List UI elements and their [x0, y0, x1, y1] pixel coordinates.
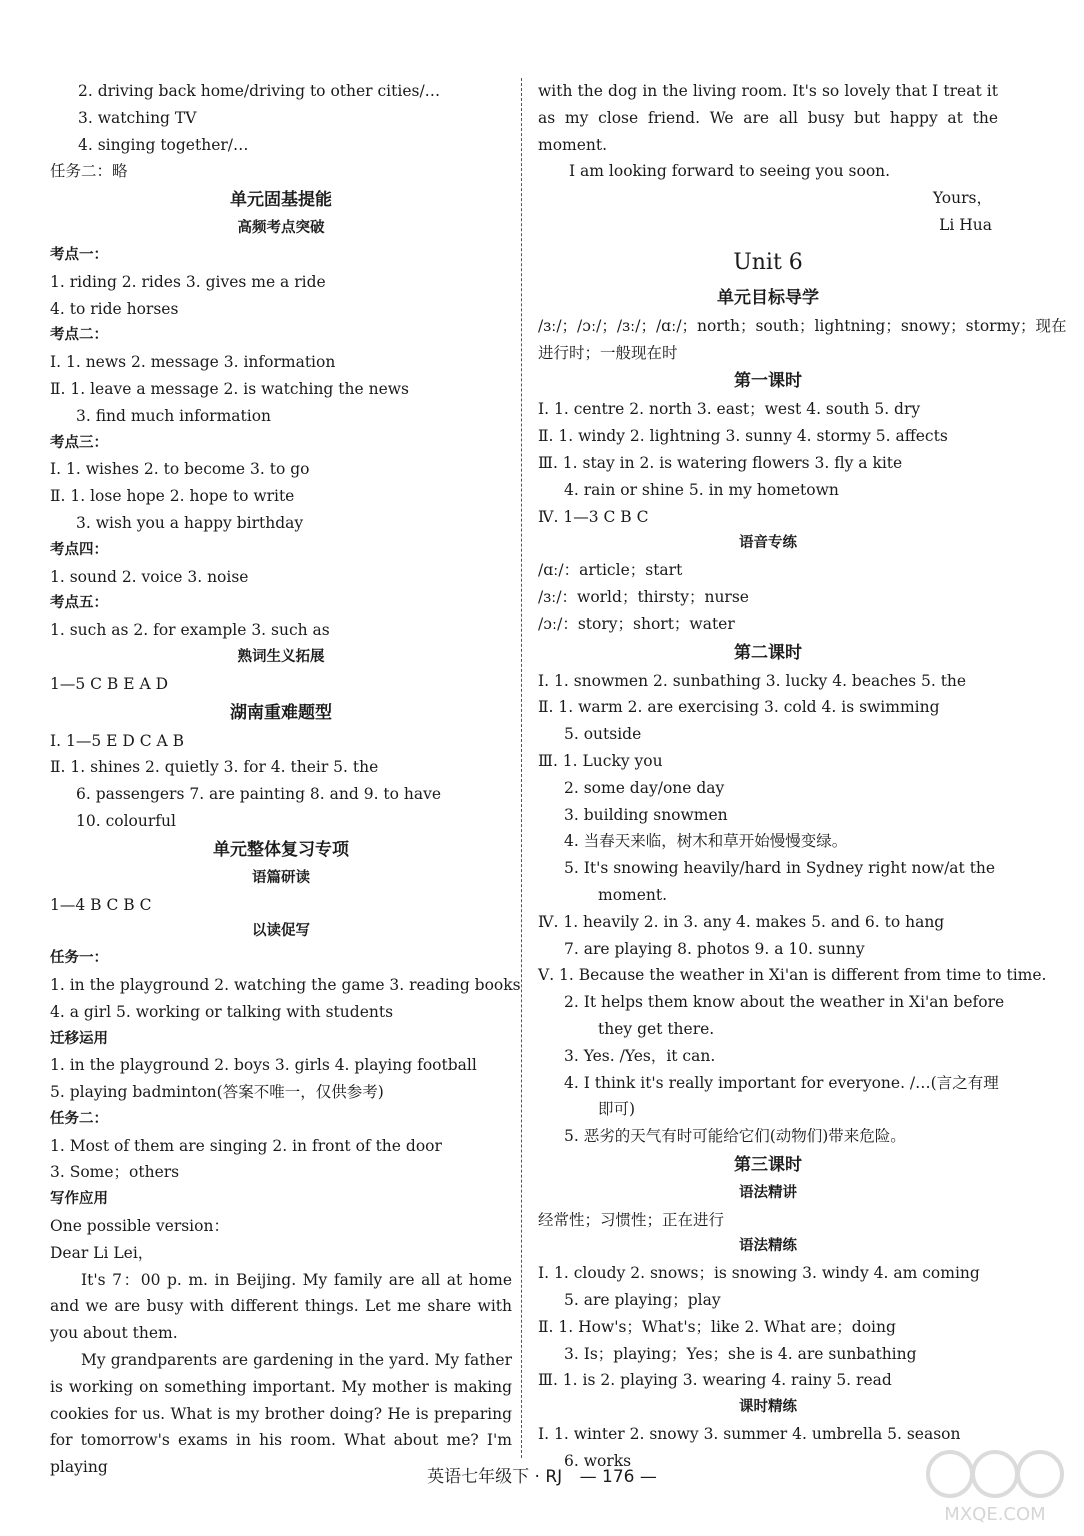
- answer-line: Ⅲ. 1. is 2. playing 3. wearing 4. rainy 5. read: [538, 1371, 892, 1390]
- unit-title: Unit 6: [733, 249, 803, 275]
- left-column: [50, 78, 521, 1481]
- answer-line: 即可): [598, 1100, 636, 1119]
- answer-line: /ɜː/；/ɔː/；/ɜː/；/ɑː/；north；south；lightning；snowy；stormy；现在: [538, 316, 1067, 335]
- subsection-heading: 以读促写: [252, 923, 310, 940]
- answer-line: 3. find much information: [76, 406, 272, 425]
- answer-line: 2. It helps them know about the weather in Xi'an before: [564, 993, 1005, 1012]
- paragraph: I am looking forward to seeing you soon.: [569, 162, 891, 181]
- answer-line: Dear Li Lei，: [50, 1243, 154, 1262]
- answer-line: 4. 当春天来临，树木和草开始慢慢变绿。: [564, 832, 848, 851]
- answer-line: /ɔː/：story；short；water: [538, 614, 735, 633]
- section-label: 任务一：: [50, 950, 108, 967]
- section-label: 写作应用: [50, 1191, 108, 1208]
- subsection-heading: 课时精练: [739, 1399, 797, 1416]
- answer-line: 3. Is；playing；Yes；she is 4. are sunbathing: [564, 1344, 917, 1363]
- book-label: 英语七年级下 · RJ: [427, 1467, 563, 1487]
- answer-line: Ⅲ. 1. Lucky you: [538, 751, 663, 770]
- answer-line: 4. to ride horses: [50, 299, 179, 318]
- subsection-heading: 熟词生义拓展: [237, 648, 325, 665]
- answer-line: Ⅱ. 1. leave a message 2. is watching the news: [50, 379, 409, 398]
- answer-line: Ⅲ. 1. stay in 2. is watering flowers 3. fly a kite: [538, 453, 903, 472]
- signature-line: Li Hua: [939, 215, 992, 234]
- answer-line: Ⅳ. 1—3 C B C: [538, 507, 649, 526]
- answer-line: Ⅱ. 1. shines 2. quietly 3. for 4. their 5. the: [50, 758, 379, 777]
- section-heading: 第二课时: [734, 642, 802, 663]
- section-heading: 湖南重难题型: [230, 702, 332, 723]
- answer-line: Ⅰ. 1. snowmen 2. sunbathing 3. lucky 4. beaches 5. the: [538, 671, 967, 690]
- answer-line: 10. colourful: [76, 811, 176, 830]
- answer-line: 经常性；习惯性；正在进行: [538, 1210, 725, 1229]
- answer-line: 1. riding 2. rides 3. gives me a ride: [50, 272, 326, 291]
- answer-line: Ⅰ. 1. news 2. message 3. information: [50, 353, 336, 372]
- answer-line: 5. 恶劣的天气有时可能给它们(动物们)带来危险。: [564, 1127, 906, 1146]
- answer-line: 2. some day/one day: [564, 778, 725, 797]
- answer-line: moment.: [598, 885, 668, 904]
- answer-line: 1. such as 2. for example 3. such as: [50, 621, 330, 640]
- answer-line: 1—4 B C B C: [50, 895, 152, 914]
- answer-line: Ⅱ. 1. lose hope 2. hope to write: [50, 487, 295, 506]
- answer-line: Ⅳ. 1. heavily 2. in 3. any 4. makes 5. and 6. to hang: [538, 912, 945, 931]
- answer-line: Ⅰ. 1. winter 2. snowy 3. summer 4. umbrella 5. season: [538, 1425, 961, 1444]
- answer-line: /ɑː/：article；start: [538, 561, 683, 580]
- answer-line: 5. outside: [564, 725, 642, 744]
- answer-line: 3. watching TV: [78, 108, 197, 127]
- section-label: 考点四：: [50, 541, 108, 558]
- answer-line: 3. building snowmen: [564, 805, 728, 824]
- answer-line: 5. playing badminton(答案不唯一，仅供参考): [50, 1083, 384, 1102]
- answer-line: Ⅰ. 1. centre 2. north 3. east；west 4. south 5. dry: [538, 400, 921, 419]
- section-label: 迁移运用: [50, 1030, 108, 1047]
- page-number: — 176 —: [579, 1467, 657, 1487]
- paragraph: with the dog in the living room. It's so lovely that I treat it as my close friend. We are all busy but happy at the moment.: [538, 82, 998, 154]
- answer-line: Ⅰ. 1—5 E D C A B: [50, 731, 185, 750]
- answer-line: 5. It's snowing heavily/hard in Sydney right now/at the: [564, 859, 996, 878]
- watermark-text: MXQE.COM: [944, 1504, 1046, 1525]
- answer-line: Ⅱ. 1. How's；What's；like 2. What are；doing: [538, 1317, 896, 1336]
- answer-line: 3. Yes. /Yes，it can.: [564, 1046, 716, 1065]
- answer-line: 3. wish you a happy birthday: [76, 513, 304, 532]
- answer-line: 5. are playing；play: [564, 1291, 721, 1310]
- watermark-logo-icon: [920, 1436, 1070, 1526]
- subsection-heading: 语法精练: [739, 1238, 797, 1255]
- subsection-heading: 高频考点突破: [237, 220, 325, 237]
- answer-line: 1. sound 2. voice 3. noise: [50, 567, 249, 586]
- subsection-heading: 语法精讲: [739, 1184, 797, 1201]
- answer-line: 2. driving back home/driving to other cities/…: [78, 82, 441, 100]
- answer-line: they get there.: [598, 1019, 715, 1038]
- right-column: [538, 78, 1067, 1475]
- answer-line: 6. works: [564, 1451, 632, 1470]
- section-label: 任务二：: [50, 1110, 108, 1127]
- answer-line: 1—5 C B E A D: [50, 674, 169, 693]
- answer-line: 1. Most of them are singing 2. in front of the door: [50, 1136, 442, 1155]
- section-heading: 单元固基提能: [230, 190, 332, 211]
- answer-line: /ɜː/：world；thirsty；nurse: [538, 587, 749, 606]
- answer-line: Ⅴ. 1. Because the weather in Xi'an is different from time to time.: [538, 966, 1047, 985]
- answer-line: Ⅱ. 1. windy 2. lightning 3. sunny 4. stormy 5. affects: [538, 427, 948, 446]
- answer-line: 1. in the playground 2. boys 3. girls 4. playing football: [50, 1056, 477, 1075]
- answer-line: 任务二：略: [50, 162, 128, 181]
- paragraph: It's 7：00 p. m. in Beijing. My family are all at home and we are busy with different things. Let me share with you about them.: [50, 1270, 512, 1343]
- answer-line: 1. in the playground 2. watching the game 3. reading books: [50, 975, 521, 994]
- section-label: 考点五：: [50, 595, 108, 612]
- answer-line: 3. Some；others: [50, 1163, 180, 1182]
- answer-line: 7. are playing 8. photos 9. a 10. sunny: [564, 939, 865, 958]
- section-label: 考点一：: [50, 246, 108, 263]
- section-heading: 第一课时: [734, 371, 802, 392]
- subsection-heading: 语音专练: [739, 535, 797, 552]
- answer-line: 进行时；一般现在时: [538, 343, 678, 362]
- answer-line: 4. I think it's really important for everyone. /…(言之有理: [564, 1073, 999, 1092]
- answer-line: One possible version：: [50, 1217, 229, 1236]
- answer-line: 4. a girl 5. working or talking with students: [50, 1002, 394, 1021]
- answer-line: Ⅰ. 1. wishes 2. to become 3. to go: [50, 460, 310, 479]
- subsection-heading: 语篇研读: [252, 869, 310, 886]
- paragraph: My grandparents are gardening in the yard. My father is working on something important. My mother is making cookies for us. What is my brother doing? He is preparing for tomorrow's exams in his room. What about me? I'm playing: [50, 1351, 512, 1477]
- column-divider: [521, 78, 522, 1458]
- section-heading: 第三课时: [734, 1154, 802, 1175]
- section-label: 考点二：: [50, 327, 108, 344]
- section-heading: 单元整体复习专项: [213, 839, 349, 860]
- signature-line: Yours，: [932, 189, 992, 208]
- answer-line: 4. rain or shine 5. in my hometown: [564, 480, 839, 499]
- answer-line: Ⅱ. 1. warm 2. are exercising 3. cold 4. is swimming: [538, 698, 940, 717]
- answer-line: Ⅰ. 1. cloudy 2. snows；is snowing 3. windy 4. am coming: [538, 1264, 980, 1283]
- section-label: 考点三：: [50, 434, 108, 451]
- section-heading: 单元目标导学: [717, 287, 819, 308]
- answer-line: 6. passengers 7. are painting 8. and 9. to have: [76, 785, 442, 804]
- answer-line: 4. singing together/…: [78, 135, 249, 154]
